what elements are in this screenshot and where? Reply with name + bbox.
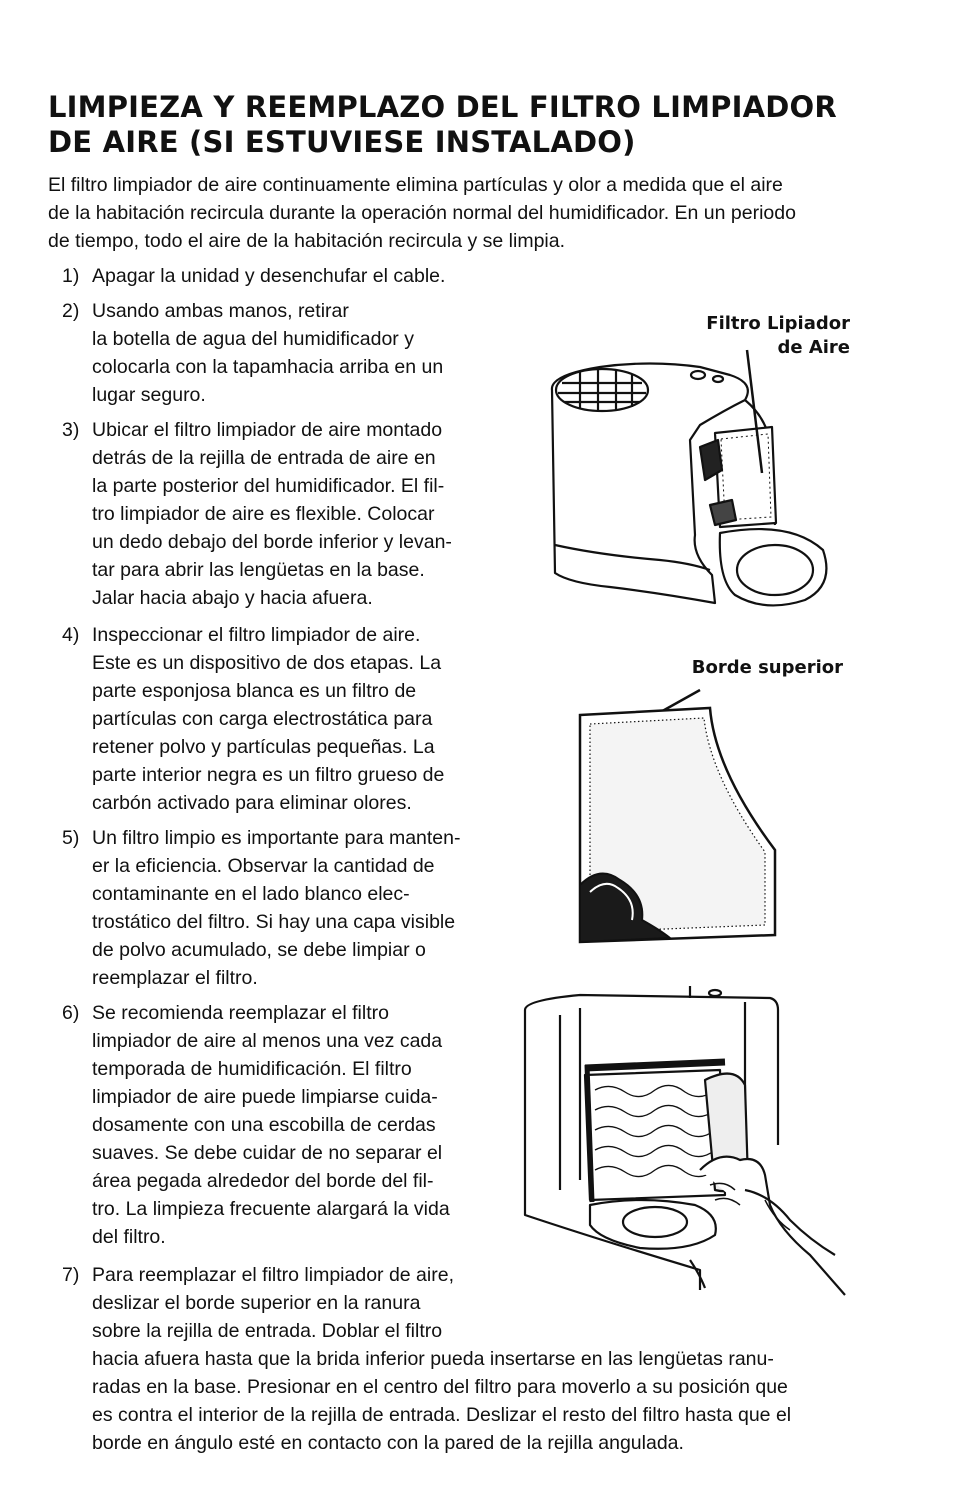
step-line: parte esponjosa blanca es un filtro de <box>92 680 417 702</box>
step-number: 5) <box>62 827 80 849</box>
figure-1-caption-line: Filtro Lipiador <box>706 313 850 334</box>
figure-2-caption <box>640 656 843 680</box>
step-line: Usando ambas manos, retirar <box>92 300 349 322</box>
step-number: 2) <box>62 300 80 322</box>
step-line: Para reemplazar el filtro limpiador de aire, <box>92 1264 454 1286</box>
step-line: contaminante en el lado blanco elec- <box>92 883 410 905</box>
intro-line: de tiempo, todo el aire de la habitación recircula y se limpia. <box>48 230 566 252</box>
step-line: del filtro. <box>92 1226 166 1248</box>
title-line-1: LIMPIEZA Y REEMPLAZO DEL FILTRO LIMPIADOR <box>48 90 837 124</box>
step-line: sobre la rejilla de entrada. Doblar el filtro <box>92 1320 443 1342</box>
step-line: carbón activado para eliminar olores. <box>92 792 412 814</box>
step-line: Ubicar el filtro limpiador de aire montado <box>92 419 443 441</box>
filter-pad-illustration <box>570 680 790 960</box>
step-line: Apagar la unidad y desenchufar el cable. <box>92 265 446 287</box>
step-line: limpiador de aire puede limpiarse cuida- <box>92 1086 438 1108</box>
step-line: suaves. Se debe cuidar de no separar el <box>92 1142 443 1164</box>
step-line: dosamente con una escobilla de cerdas <box>92 1114 436 1136</box>
step-line: área pegada alrededor del borde del fil- <box>92 1170 434 1192</box>
title-line-2: DE AIRE (SI ESTUVIESE INSTALADO) <box>48 125 636 159</box>
step-line: Se recomienda reemplazar el filtro <box>92 1002 389 1024</box>
intro-paragraph <box>48 171 908 255</box>
step-line: limpiador de aire al menos una vez cada <box>92 1030 443 1052</box>
step-line: parte interior negra es un filtro grueso de <box>92 764 445 786</box>
step-line: trostático del filtro. Si hay una capa visible <box>92 911 456 933</box>
step-line: radas en la base. Presionar en el centro del filtro para moverlo a su posición que <box>92 1376 788 1398</box>
step-number: 6) <box>62 1002 80 1024</box>
intro-line: de la habitación recircula durante la operación normal del humidificador. En un periodo <box>48 202 796 224</box>
humidifier-filter-illustration <box>540 355 830 625</box>
step-number: 4) <box>62 624 80 646</box>
step-number: 3) <box>62 419 80 441</box>
step-line: reemplazar el filtro. <box>92 967 258 989</box>
step-line: de polvo acumulado, se debe limpiar o <box>92 939 426 961</box>
step-line: lugar seguro. <box>92 384 206 406</box>
step-line: Este es un dispositivo de dos etapas. La <box>92 652 442 674</box>
page-title <box>48 90 888 160</box>
step-line: partículas con carga electrostática para <box>92 708 433 730</box>
step-number: 7) <box>62 1264 80 1286</box>
step-line: tro limpiador de aire es flexible. Colocar <box>92 503 435 525</box>
step-line: detrás de la rejilla de entrada de aire en <box>92 447 436 469</box>
step-line: temporada de humidificación. El filtro <box>92 1058 412 1080</box>
step-line: Un filtro limpio es importante para manten- <box>92 827 461 849</box>
step-line: la parte posterior del humidificador. El fil- <box>92 475 445 497</box>
step-line: tar para abrir las lengüetas en la base. <box>92 559 425 581</box>
filter-removal-illustration <box>520 990 850 1300</box>
step-line: hacia afuera hasta que la brida inferior pueda insertarse en las lengüetas ranu- <box>92 1348 774 1370</box>
step-line: Jalar hacia abajo y hacia afuera. <box>92 587 373 609</box>
step-line: es contra el interior de la rejilla de entrada. Deslizar el resto del filtro hasta que el <box>92 1404 792 1426</box>
figure-1-caption-line: de Aire <box>777 337 850 358</box>
step-line: colocarla con la tapamhacia arriba en un <box>92 356 444 378</box>
step-line: la botella de agua del humidificador y <box>92 328 414 350</box>
step-line: deslizar el borde superior en la ranura <box>92 1292 421 1314</box>
step-number: 1) <box>62 265 80 287</box>
step-line: er la eficiencia. Observar la cantidad de <box>92 855 435 877</box>
figure-1-caption <box>640 312 850 360</box>
step-line: borde en ángulo esté en contacto con la pared de la rejilla angulada. <box>92 1432 684 1454</box>
step-line: Inspeccionar el filtro limpiador de aire. <box>92 624 421 646</box>
step-line: tro. La limpieza frecuente alargará la vida <box>92 1198 450 1220</box>
step-line: retener polvo y partículas pequeñas. La <box>92 736 435 758</box>
step-line: un dedo debajo del borde inferior y levan- <box>92 531 452 553</box>
figure-2-caption-line: Borde superior <box>691 657 843 678</box>
intro-line: El filtro limpiador de aire continuamente elimina partículas y olor a medida que el aire <box>48 174 783 196</box>
